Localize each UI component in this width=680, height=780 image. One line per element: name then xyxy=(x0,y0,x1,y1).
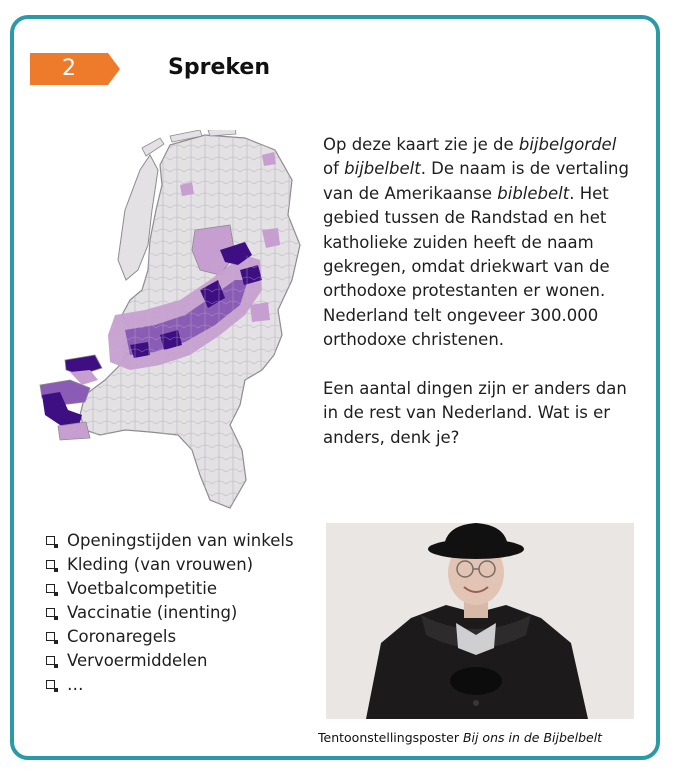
section-number-badge xyxy=(30,53,120,85)
photo-caption xyxy=(318,730,638,745)
checklist-item[interactable] xyxy=(46,528,294,552)
paragraph1-italic-1: bijbelgordel xyxy=(518,135,617,154)
poster-photo xyxy=(326,523,634,719)
checklist-item-label: Voetbalcompetitie xyxy=(67,578,218,598)
checkbox-icon[interactable] xyxy=(46,536,55,545)
map-description xyxy=(323,133,633,353)
checklist-item-label: Vaccinatie (inenting) xyxy=(67,602,238,622)
checkbox-icon[interactable] xyxy=(46,584,55,593)
page-title: Spreken xyxy=(168,55,270,80)
checkbox-icon[interactable] xyxy=(46,680,55,689)
checkbox-icon[interactable] xyxy=(46,560,55,569)
caption-text: Tentoonstellingsposter xyxy=(318,730,463,745)
section-number: 2 xyxy=(62,56,76,81)
paragraph1-text-2: of xyxy=(323,159,345,179)
question-paragraph: Een aantal dingen zijn er anders dan in de rest van Nederland. Wat is er anders, denk je? xyxy=(323,379,627,447)
map-icon xyxy=(30,130,310,510)
checklist xyxy=(46,528,294,696)
checklist-item-label: Kleding (van vrouwen) xyxy=(67,554,254,574)
checkbox-icon[interactable] xyxy=(46,632,55,641)
paragraph1-italic-2: bijbelbelt xyxy=(344,159,421,179)
paragraph1-text-3: . De naam is de vertaling van de Amerikaanse xyxy=(323,159,629,203)
checklist-item-label: Coronaregels xyxy=(67,626,177,646)
caption-title: Bij ons in de Bijbelbelt xyxy=(462,730,603,745)
checklist-item[interactable] xyxy=(46,600,294,624)
paragraph1-text-4: . Het gebied tussen de Randstad en het katholieke zuiden heeft de naam gekregen, omdat driekwart van de orthodoxe protestanten er wonen. Nederland telt ongeveer 300.000 orthodoxe christenen. xyxy=(323,183,610,350)
checklist-item-label: … xyxy=(67,674,84,694)
checklist-item[interactable] xyxy=(46,624,294,648)
checklist-item[interactable] xyxy=(46,552,294,576)
checklist-item-label: Openingstijden van winkels xyxy=(67,530,294,550)
checkbox-icon[interactable] xyxy=(46,656,55,665)
checklist-item[interactable] xyxy=(46,648,294,672)
checklist-item[interactable] xyxy=(46,672,294,696)
woman-portrait-icon xyxy=(326,523,634,719)
checklist-item[interactable] xyxy=(46,576,294,600)
checkbox-icon[interactable] xyxy=(46,608,55,617)
netherlands-bible-belt-map xyxy=(30,130,310,510)
paragraph1-italic-3: biblebelt xyxy=(497,183,570,203)
paragraph1-text-1: Op deze kaart zie je de xyxy=(323,135,519,154)
checklist-item-label: Vervoermiddelen xyxy=(67,650,208,670)
